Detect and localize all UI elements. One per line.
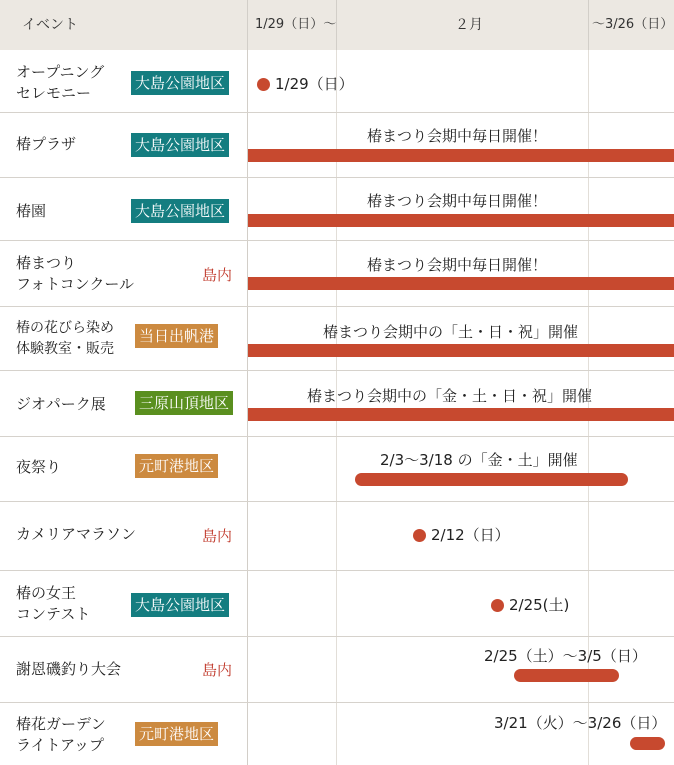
schedule-bar (630, 737, 665, 750)
row-divider (0, 570, 674, 571)
location-tag: 大島公園地区 (131, 593, 229, 617)
location-tag: 大島公園地区 (131, 71, 229, 95)
row-divider (0, 370, 674, 371)
event-name-line1: カメリアマラソン (16, 525, 137, 543)
row-divider (0, 306, 674, 307)
row-divider (0, 240, 674, 241)
event-name-line1: 椿の女王 (16, 584, 77, 602)
row-divider (0, 112, 674, 113)
header-event: イベント (22, 17, 78, 33)
row-divider (0, 501, 674, 502)
event-date-dot (491, 599, 504, 612)
event-schedule: 椿まつり会期中の「土・日・祝」開催 (323, 323, 579, 341)
location-tag: 大島公園地区 (131, 199, 229, 223)
schedule-bar (248, 214, 674, 227)
event-name (16, 394, 106, 415)
event-name-line2: コンテスト (16, 605, 91, 623)
event-name-line1: 椿の花びら染め (16, 320, 114, 336)
location-tag: 当日出帆港 (135, 324, 218, 348)
column-divider (336, 0, 337, 50)
event-schedule: 2/25(土) (509, 596, 570, 614)
row-divider (0, 702, 674, 703)
event-name-line1: 椿まつり (16, 254, 77, 272)
event-name (16, 134, 76, 155)
event-name-line1: 夜祭り (16, 458, 62, 476)
event-name (16, 583, 90, 625)
schedule-bar (355, 473, 628, 486)
event-name (16, 201, 46, 222)
location-tag: 大島公園地区 (131, 133, 229, 157)
event-name-line1: 謝恩磯釣り大会 (16, 660, 122, 678)
column-divider (588, 0, 589, 50)
column-divider (247, 0, 248, 765)
table-header (0, 0, 674, 50)
event-name-line2: フォトコンクール (16, 275, 135, 293)
event-schedule: 2/12（日） (431, 526, 510, 544)
event-name-line1: 椿園 (16, 202, 47, 220)
event-schedule: 椿まつり会期中毎日開催！ (367, 256, 548, 274)
event-schedule: 3/21（火）〜3/26（日） (494, 714, 667, 732)
event-name (16, 659, 121, 680)
event-date-dot (257, 78, 270, 91)
location-tag: 元町港地区 (135, 454, 218, 478)
event-name (16, 253, 134, 295)
event-name (16, 62, 104, 104)
event-date-dot (413, 529, 426, 542)
location-tag: 元町港地区 (135, 722, 218, 746)
event-name (16, 524, 136, 545)
row-divider (0, 436, 674, 437)
schedule-bar (248, 408, 674, 421)
schedule-bar (248, 277, 674, 290)
event-schedule: 椿まつり会期中毎日開催！ (367, 127, 548, 145)
schedule-bar (248, 149, 674, 162)
schedule-bar (514, 669, 619, 682)
event-name-line1: オープニング (16, 63, 105, 81)
row-divider (0, 177, 674, 178)
event-name (16, 457, 61, 478)
event-name-line1: 椿プラザ (16, 135, 77, 153)
location-tag: 三原山頂地区 (135, 391, 233, 415)
event-name-line2: ライトアップ (16, 736, 105, 754)
schedule-bar (248, 344, 674, 357)
event-name (16, 318, 114, 360)
event-schedule: 1/29（日） (275, 75, 354, 93)
event-name-line1: ジオパーク展 (16, 395, 106, 413)
row-divider (0, 636, 674, 637)
header-end-date: 〜3/26（日） (592, 17, 674, 32)
event-schedule: 2/25（土）〜3/5（日） (484, 647, 647, 665)
header-start-date: 1/29（日）〜 (255, 17, 337, 32)
event-schedule: 椿まつり会期中の「金・土・日・祝」開催 (307, 387, 593, 405)
event-name (16, 714, 106, 756)
event-name-line1: 椿花ガーデン (16, 715, 106, 733)
location-tag: 島内 (202, 266, 233, 284)
event-schedule: 2/3〜3/18 の「金・土」開催 (380, 451, 578, 469)
location-tag: 島内 (202, 661, 233, 679)
event-schedule: 椿まつり会期中毎日開催！ (367, 192, 548, 210)
event-name-line2: 体験教室・販売 (16, 341, 114, 357)
event-name-line2: セレモニー (16, 84, 92, 102)
header-month: ２月 (455, 17, 483, 33)
location-tag: 島内 (202, 527, 233, 545)
